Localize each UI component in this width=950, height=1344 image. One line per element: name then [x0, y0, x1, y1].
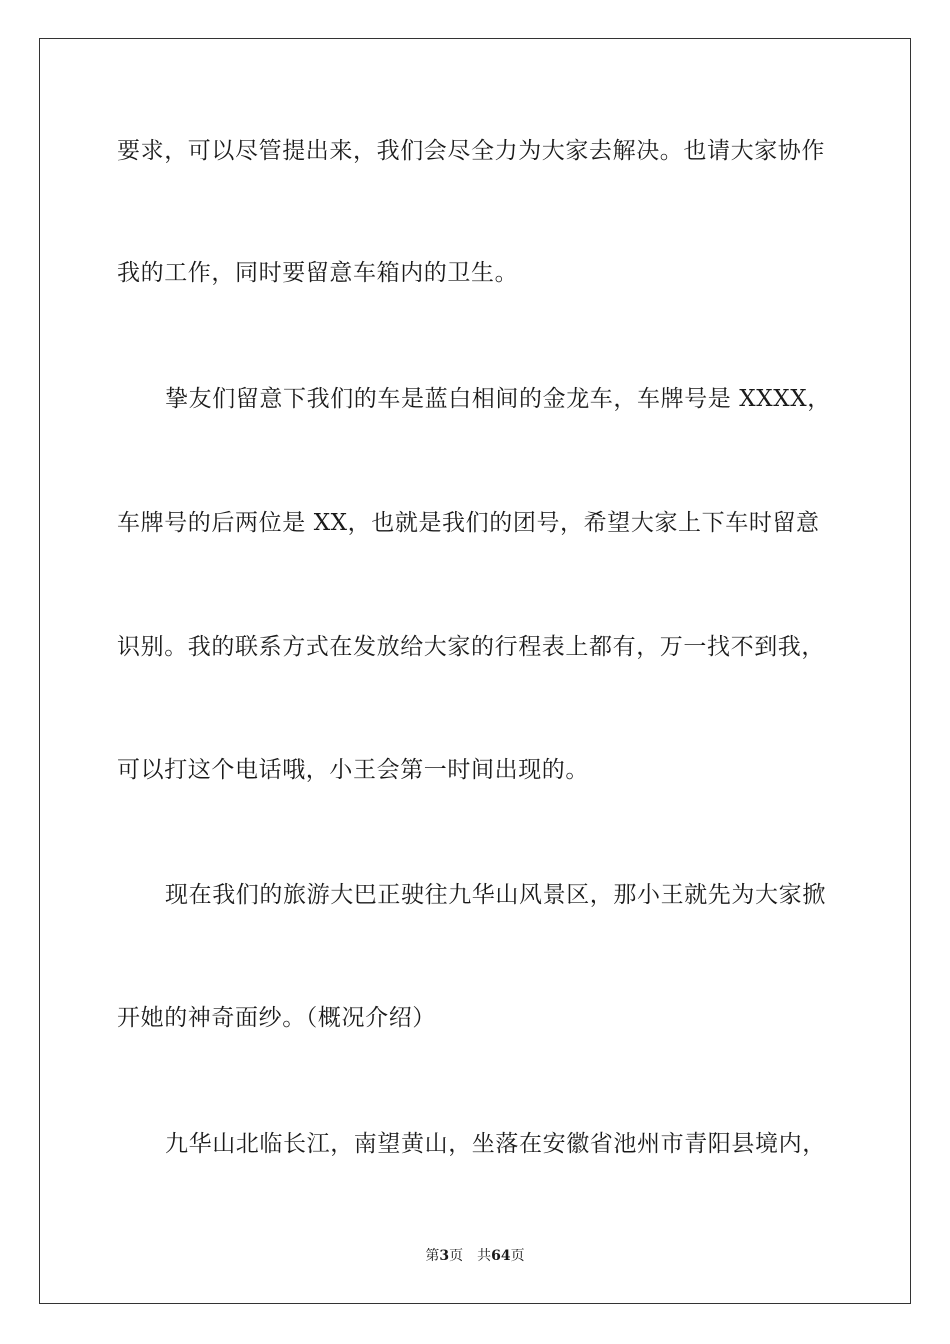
text-line-3: 挚友们留意下我们的车是蓝白相间的金龙车，车牌号是 XXXX， [165, 386, 831, 412]
text-line-2: 我的工作，同时要留意车箱内的卫生。 [117, 260, 519, 286]
text-line-4: 车牌号的后两位是 XX，也就是我们的团号，希望大家上下车时留意 [117, 510, 820, 536]
text-line-6: 可以打这个电话哦，小王会第一时间出现的。 [117, 757, 589, 783]
text-line-8: 开她的神奇面纱。（概况介绍） [117, 1005, 436, 1031]
footer-total-pages: 64 [491, 1248, 511, 1264]
page-footer [0, 1247, 950, 1265]
page-border [39, 38, 911, 1304]
footer-suffix: 页 [510, 1248, 525, 1264]
footer-current-page: 3 [439, 1248, 450, 1264]
text-line-9: 九华山北临长江，南望黄山，坐落在安徽省池州市青阳县境内， [165, 1131, 826, 1157]
footer-middle: 页 共 [449, 1248, 492, 1264]
footer-prefix: 第 [425, 1248, 440, 1264]
text-line-1: 要求，可以尽管提出来，我们会尽全力为大家去解决。也请大家协作 [117, 138, 825, 164]
text-line-5: 识别。我的联系方式在发放给大家的行程表上都有，万一找不到我， [117, 634, 825, 660]
text-line-7: 现在我们的旅游大巴正驶往九华山风景区，那小王就先为大家掀 [165, 882, 826, 908]
